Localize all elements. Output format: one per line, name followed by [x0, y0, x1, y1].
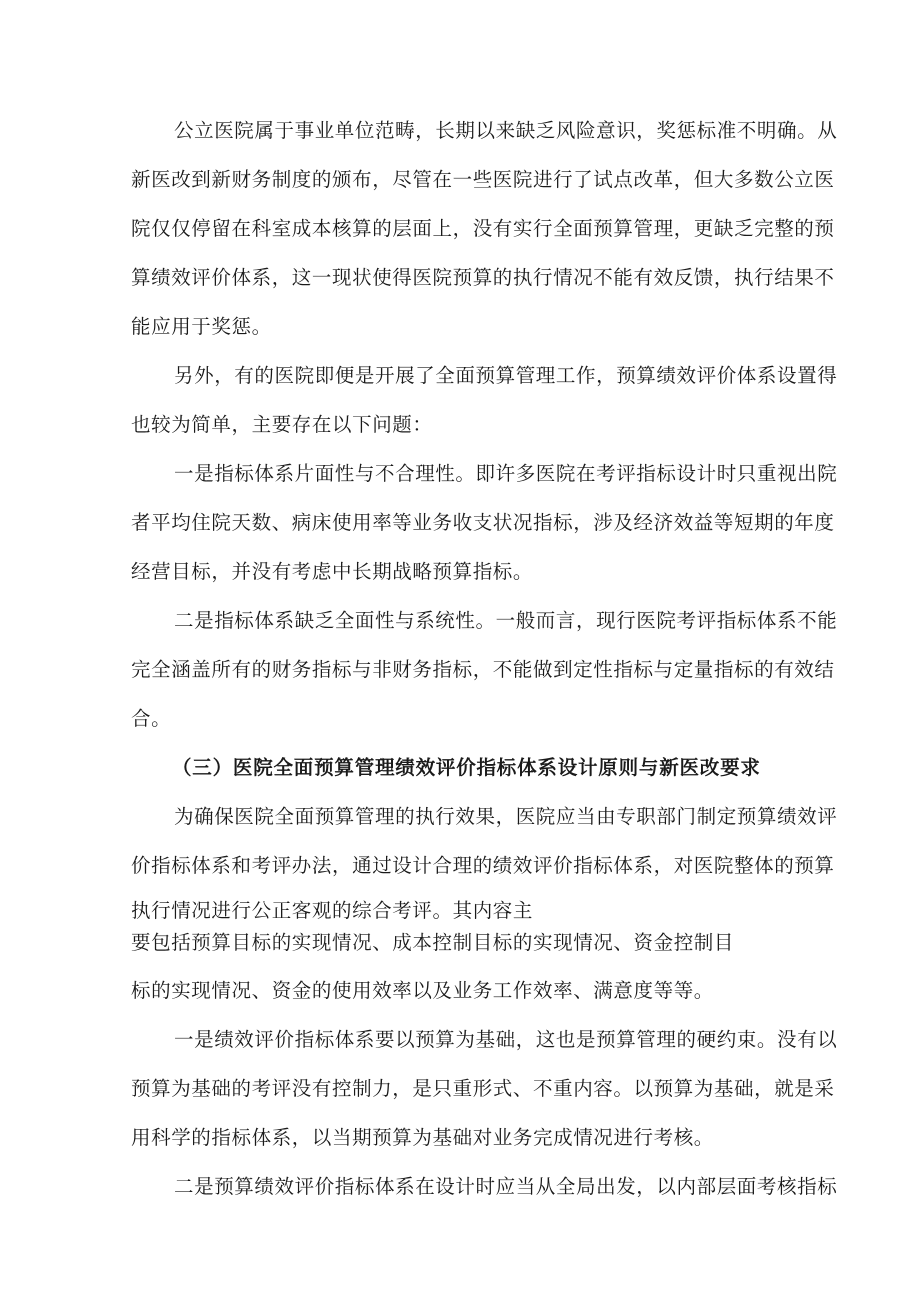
- paragraph-4-line-3: 合。: [131, 707, 172, 730]
- paragraph-5-line-5: 标的实现情况、资金的使用效率以及业务工作效率、满意度等等。: [131, 979, 714, 1002]
- paragraph-2-line-2: 也较为简单，主要存在以下问题：: [131, 413, 433, 436]
- paragraph-1-line-5: 能应用于奖惩。: [131, 315, 272, 338]
- paragraph-5-line-1: 为确保医院全面预算管理的执行效果，医院应当由专职部门制定预算绩效评: [174, 805, 838, 828]
- paragraph-2-line-1: 另外，有的医院即便是开展了全面预算管理工作，预算绩效评价体系设置得: [174, 364, 838, 387]
- paragraph-4-line-2: 完全涵盖所有的财务指标与非财务指标，不能做到定性指标与定量指标的有效结: [131, 658, 835, 681]
- paragraph-3-line-3: 经营目标，并没有考虑中长期战略预算指标。: [131, 560, 534, 583]
- paragraph-1-line-3: 院仅仅停留在科室成本核算的层面上，没有实行全面预算管理，更缺乏完整的预: [131, 217, 835, 240]
- paragraph-1-line-1: 公立医院属于事业单位范畴，长期以来缺乏风险意识，奖惩标准不明确。从: [174, 119, 838, 142]
- paragraph-7-line-1: 二是预算绩效评价指标体系在设计时应当从全局出发，以内部层面考核指标: [174, 1175, 838, 1198]
- paragraph-6-line-3: 用科学的指标体系，以当期预算为基础对业务完成情况进行考核。: [131, 1126, 714, 1149]
- section-heading: （三）医院全面预算管理绩效评价指标体系设计原则与新医改要求: [172, 756, 761, 779]
- paragraph-1-line-2: 新医改到新财务制度的颁布，尽管在一些医院进行了试点改革，但大多数公立医: [131, 168, 835, 191]
- paragraph-6-line-1: 一是绩效评价指标体系要以预算为基础，这也是预算管理的硬约束。没有以: [174, 1028, 838, 1051]
- paragraph-1-line-4: 算绩效评价体系，这一现状使得医院预算的执行情况不能有效反馈，执行结果不: [131, 266, 835, 289]
- paragraph-5-line-3: 执行情况进行公正客观的综合考评。其内容主: [131, 899, 534, 922]
- paragraph-4-line-1: 二是指标体系缺乏全面性与系统性。一般而言，现行医院考评指标体系不能: [174, 609, 838, 632]
- paragraph-3-line-1: 一是指标体系片面性与不合理性。即许多医院在考评指标设计时只重视出院: [174, 462, 838, 485]
- paragraph-3-line-2: 者平均住院天数、病床使用率等业务收支状况指标，涉及经济效益等短期的年度: [131, 511, 835, 534]
- paragraph-5-line-2: 价指标体系和考评办法，通过设计合理的绩效评价指标体系，对医院整体的预算: [131, 854, 835, 877]
- paragraph-5-line-4: 要包括预算目标的实现情况、成本控制目标的实现情况、资金控制目: [131, 931, 735, 954]
- paragraph-6-line-2: 预算为基础的考评没有控制力，是只重形式、不重内容。以预算为基础，就是采: [131, 1077, 835, 1100]
